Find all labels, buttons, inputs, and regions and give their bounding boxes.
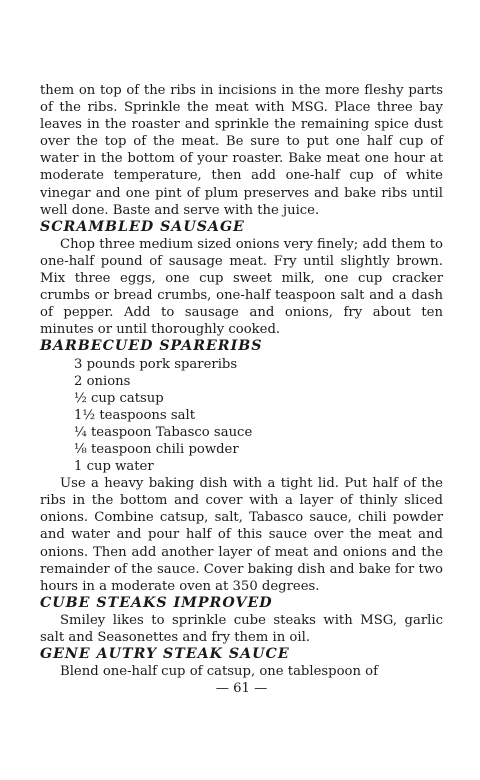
ingredient-item: ¼ teaspoon Tabasco sauce — [74, 424, 253, 440]
recipe-title-barbecued-spareribs: BARBECUED SPARERIBS — [40, 338, 263, 355]
ingredient-item: 1 cup water — [74, 459, 154, 475]
cookbook-page — [40, 82, 443, 697]
ingredient-item: 2 onions — [74, 373, 131, 389]
ingredient-item: ⅛ teaspoon chili powder — [74, 441, 239, 457]
recipe-title-gene-autry-steak-sauce: GENE AUTRY STEAK SAUCE — [40, 646, 290, 663]
ingredient-item: 1½ teaspoons salt — [74, 407, 196, 423]
recipe-instructions-scrambled-sausage: Chop three medium sized onions very finely; add them to one-half pound of sausage meat. Fry until slightly brown. Mix three eggs, one cup sweet milk, one cup cracker crumbs or bread crumbs, one-half teaspoon salt and a dash of pepper. Add to sausage and onions, fry about ten minutes or until thoroughly cooked. — [40, 236, 443, 338]
ingredient-item: ½ cup catsup — [74, 390, 164, 406]
intro-paragraph: them on top of the ribs in incisions in the more fleshy parts of the ribs. Sprinkle the meat with MSG. Place three bay leaves in the roaster and sprinkle the remaining spice dust over the top of the meat. Be sure to put one half cup of water in the bottom of your roaster. Bake meat one hour at moderate temperature, then add one-half cup of white vinegar and one pint of plum preserves and bake ribs until well done. Baste and serve with the juice. — [40, 83, 443, 218]
page-number: — 61 — — [215, 681, 268, 697]
ingredient-item: 3 pounds pork spareribs — [74, 356, 238, 372]
recipe-title-scrambled-sausage: SCRAMBLED SAUSAGE — [40, 218, 245, 235]
recipe-instructions-barbecued-spareribs: Use a heavy baking dish with a tight lid. Put half of the ribs in the bottom and cover with a layer of thinly sliced onions. Combine catsup, salt, Tabasco sauce, chili powder and water and pour half of this sauce over the meat and onions. Then add another layer of meat and onions and the remainder of the sauce. Cover baking dish and bake for two hours in a moderate oven at 350 degrees. — [40, 476, 443, 594]
recipe-title-cube-steaks-improved: CUBE STEAKS IMPROVED — [40, 594, 273, 611]
recipe-instructions-cube-steaks-improved: Smiley likes to sprinkle cube steaks with MSG, garlic salt and Seasonettes and fry them in oil. — [40, 612, 443, 645]
recipe-instructions-gene-autry-steak-sauce: Blend one-half cup of catsup, one tablespoon of — [60, 664, 378, 680]
ingredient-list-barbecued-spareribs — [40, 356, 443, 476]
